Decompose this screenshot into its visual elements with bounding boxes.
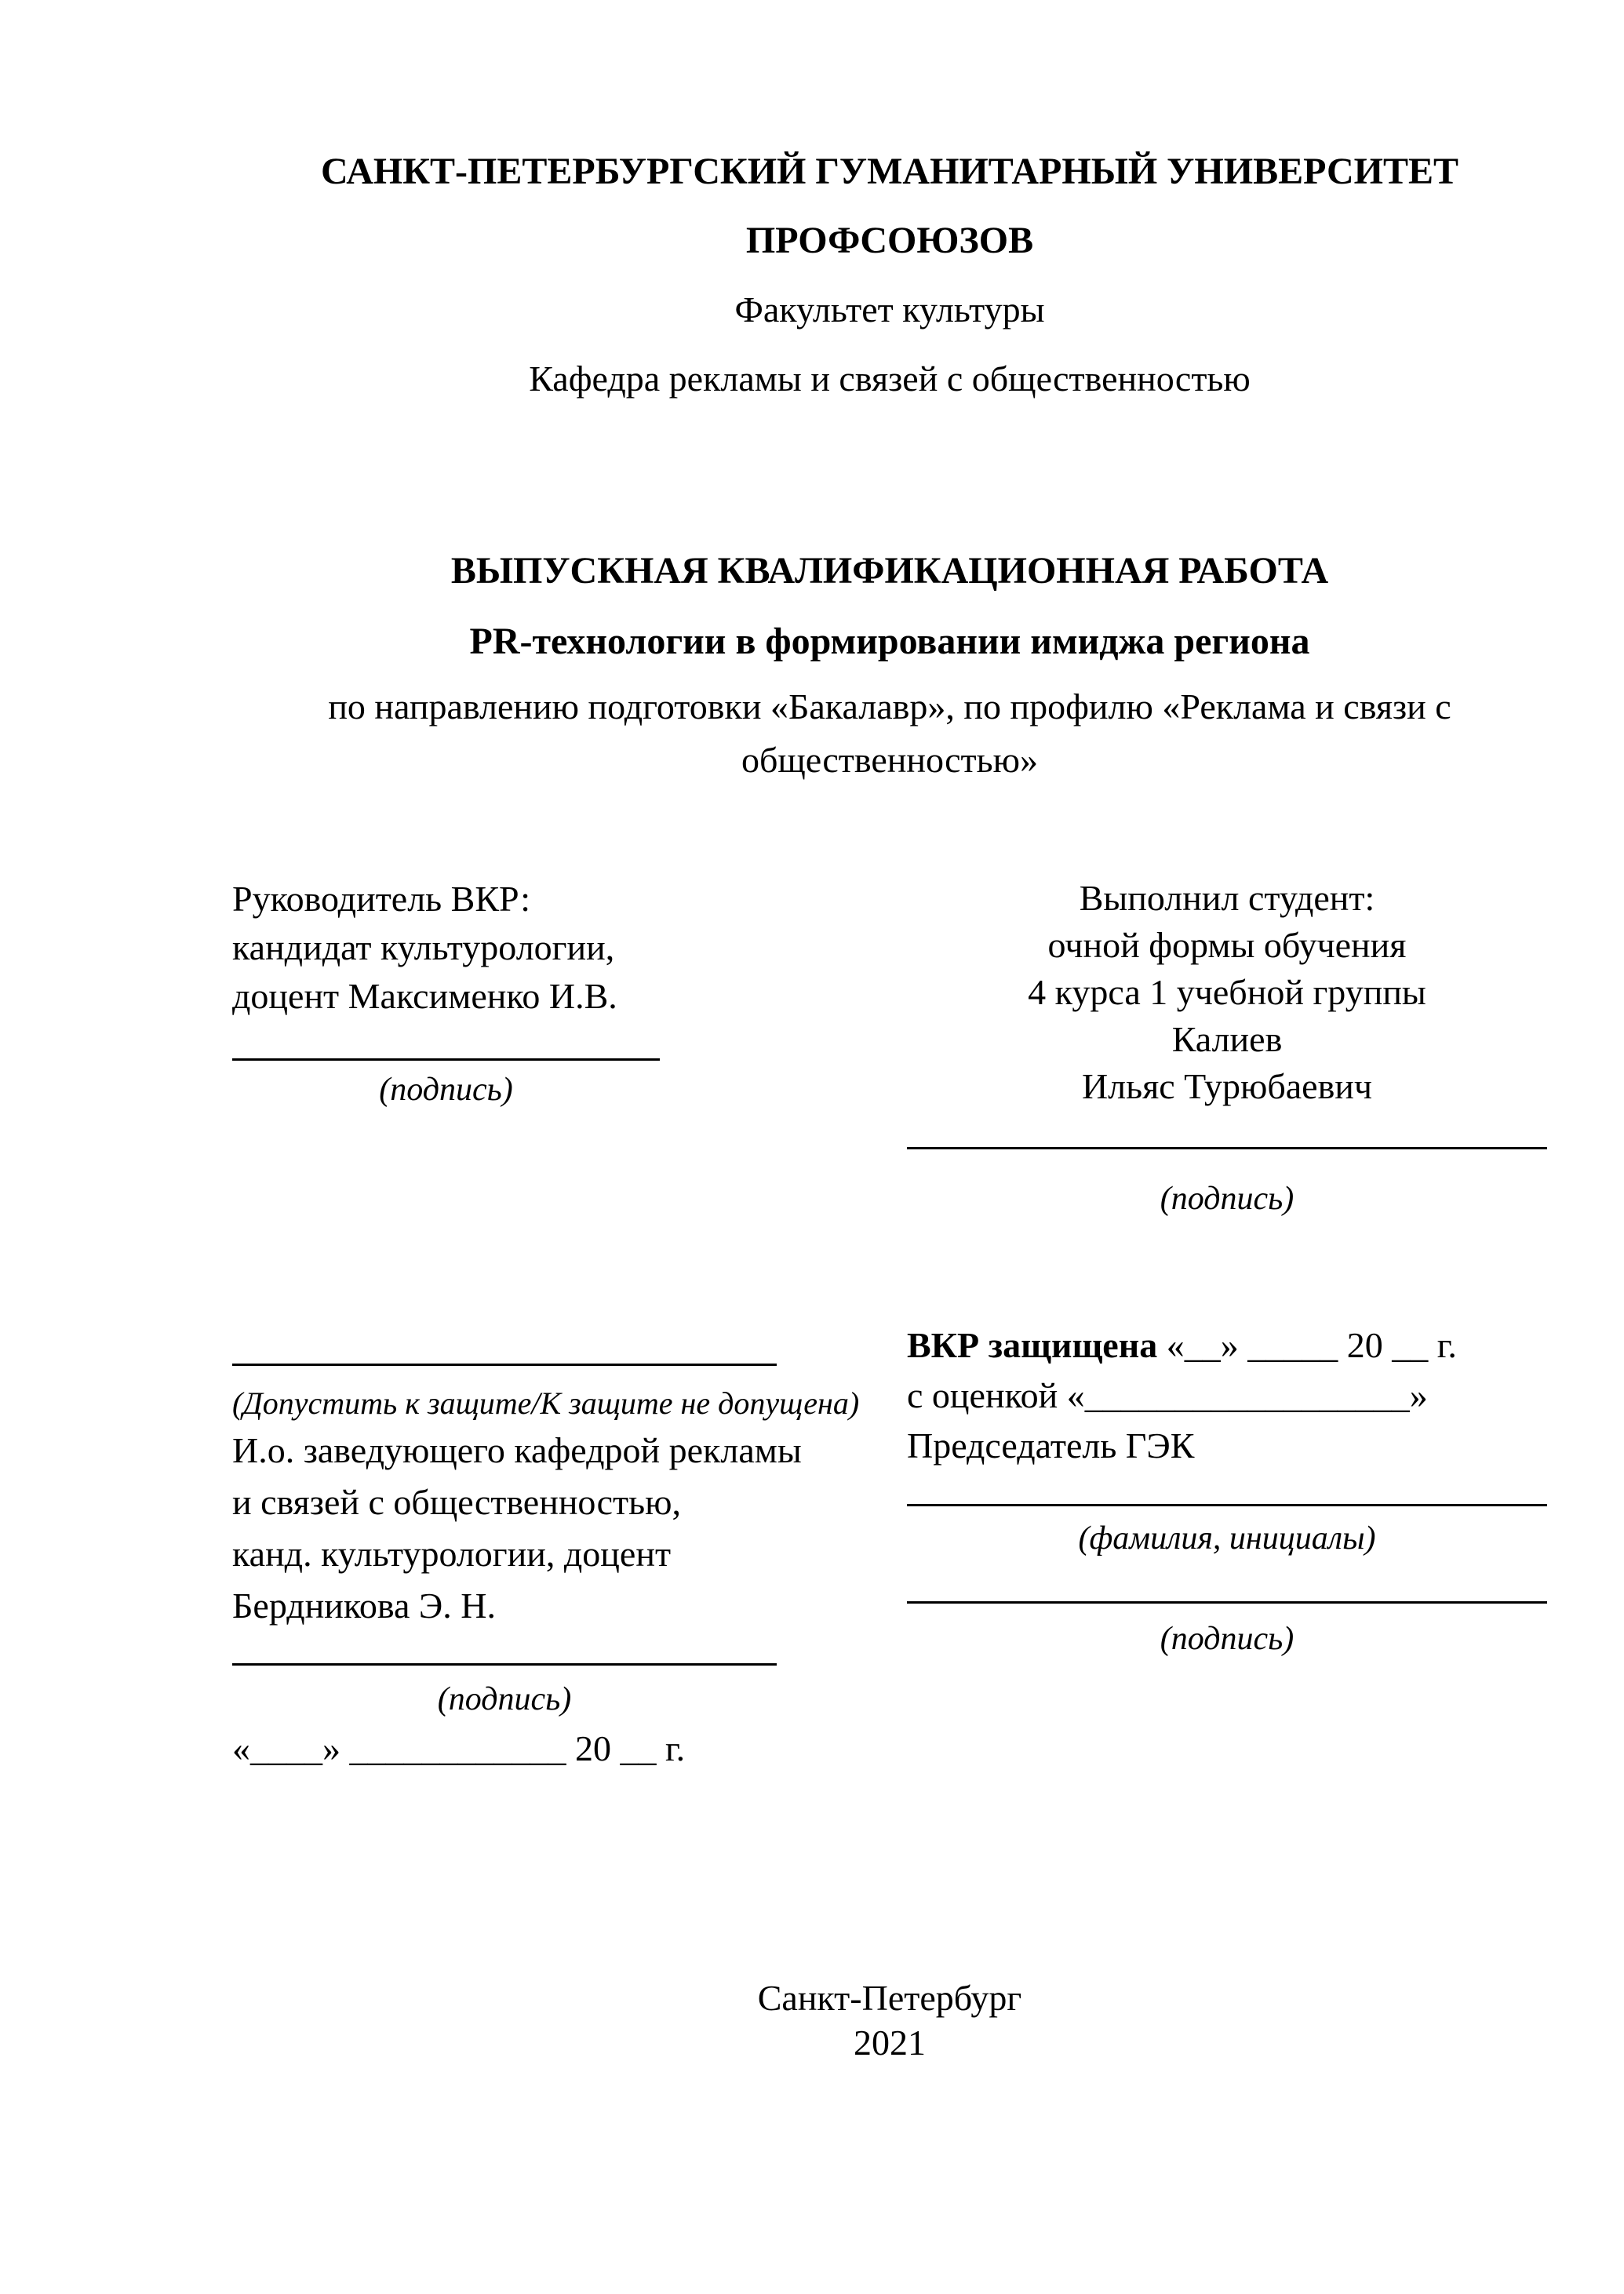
admission-name: Бердникова Э. Н. [232,1586,496,1626]
student-name-patronymic: Ильяс Турюбаевич [1081,1066,1373,1106]
signature-caption: (подпись) [379,1072,513,1108]
work-title-block [232,536,1547,784]
admission-position-line3: канд. культурологии, доцент [232,1534,672,1574]
signature-line [907,1601,1547,1604]
defense-block [907,1320,1547,1772]
supervisor-name: доцент Максименко И.В. [232,976,617,1016]
defense-label: ВКР защищена [907,1325,1158,1365]
university-name-line1: САНКТ-ПЕТЕРБУРГСКИЙ ГУМАНИТАРНЫЙ УНИВЕРСИТЕТ [320,151,1459,192]
signature-line [232,1663,777,1666]
signature-line [907,1147,1547,1149]
student-role: Выполнил студент: [1079,878,1375,918]
program-line1: по направлению подготовки «Бакалавр», по профилю «Реклама и связи с [328,686,1451,726]
signature-line [232,1058,660,1061]
work-type: ВЫПУСКНАЯ КВАЛИФИКАЦИОННАЯ РАБОТА [450,550,1329,592]
signature-caption: (подпись) [1160,1621,1294,1657]
footer-city: Санкт-Петербург [757,1978,1022,2018]
faculty-name: Факультет культуры [734,289,1045,330]
university-header [232,137,1547,413]
chairman-name-caption: (фамилия, инициалы) [1078,1520,1376,1557]
student-group: 4 курса 1 учебной группы [1028,972,1426,1012]
signature-caption: (подпись) [1160,1181,1294,1217]
supervisor-role: Руководитель ВКР: [232,879,531,919]
supervisor-degree: кандидат культурологии, [232,927,615,967]
admission-date-line: «____» ____________ 20 __ г. [232,1728,686,1768]
admission-note: (Допустить к защите/К защите не допущена) [232,1386,860,1421]
student-surname: Калиев [1171,1019,1283,1059]
admission-position-line1: И.о. заведующего кафедрой рекламы [232,1430,802,1470]
student-block [907,875,1547,1218]
admission-position-line2: и связей с общественностью, [232,1482,681,1522]
defense-grade-line: с оценкой «__________________» [907,1375,1428,1415]
footer-year: 2021 [854,2023,926,2063]
signature-line [232,1364,777,1366]
approval-section [232,1320,1547,1772]
footer-block [232,1975,1547,2065]
department-name: Кафедра рекламы и связей с общественностью [529,359,1251,399]
defense-chairman: Председатель ГЭК [907,1426,1195,1466]
defense-date-blanks: «__» _____ 20 __ г. [1157,1325,1457,1365]
student-study-form: очной формы обучения [1047,925,1407,965]
university-name-line2: ПРОФСОЮЗОВ [745,220,1034,261]
signature-caption: (подпись) [437,1681,572,1717]
roles-section [232,875,1547,1218]
signature-line [907,1504,1547,1506]
work-title: PR-технологии в формировании имиджа региона [469,621,1310,662]
admission-block [232,1320,907,1772]
defense-date-line [907,1320,1547,1371]
supervisor-block [232,875,907,1218]
program-line2: общественностью» [741,740,1039,780]
